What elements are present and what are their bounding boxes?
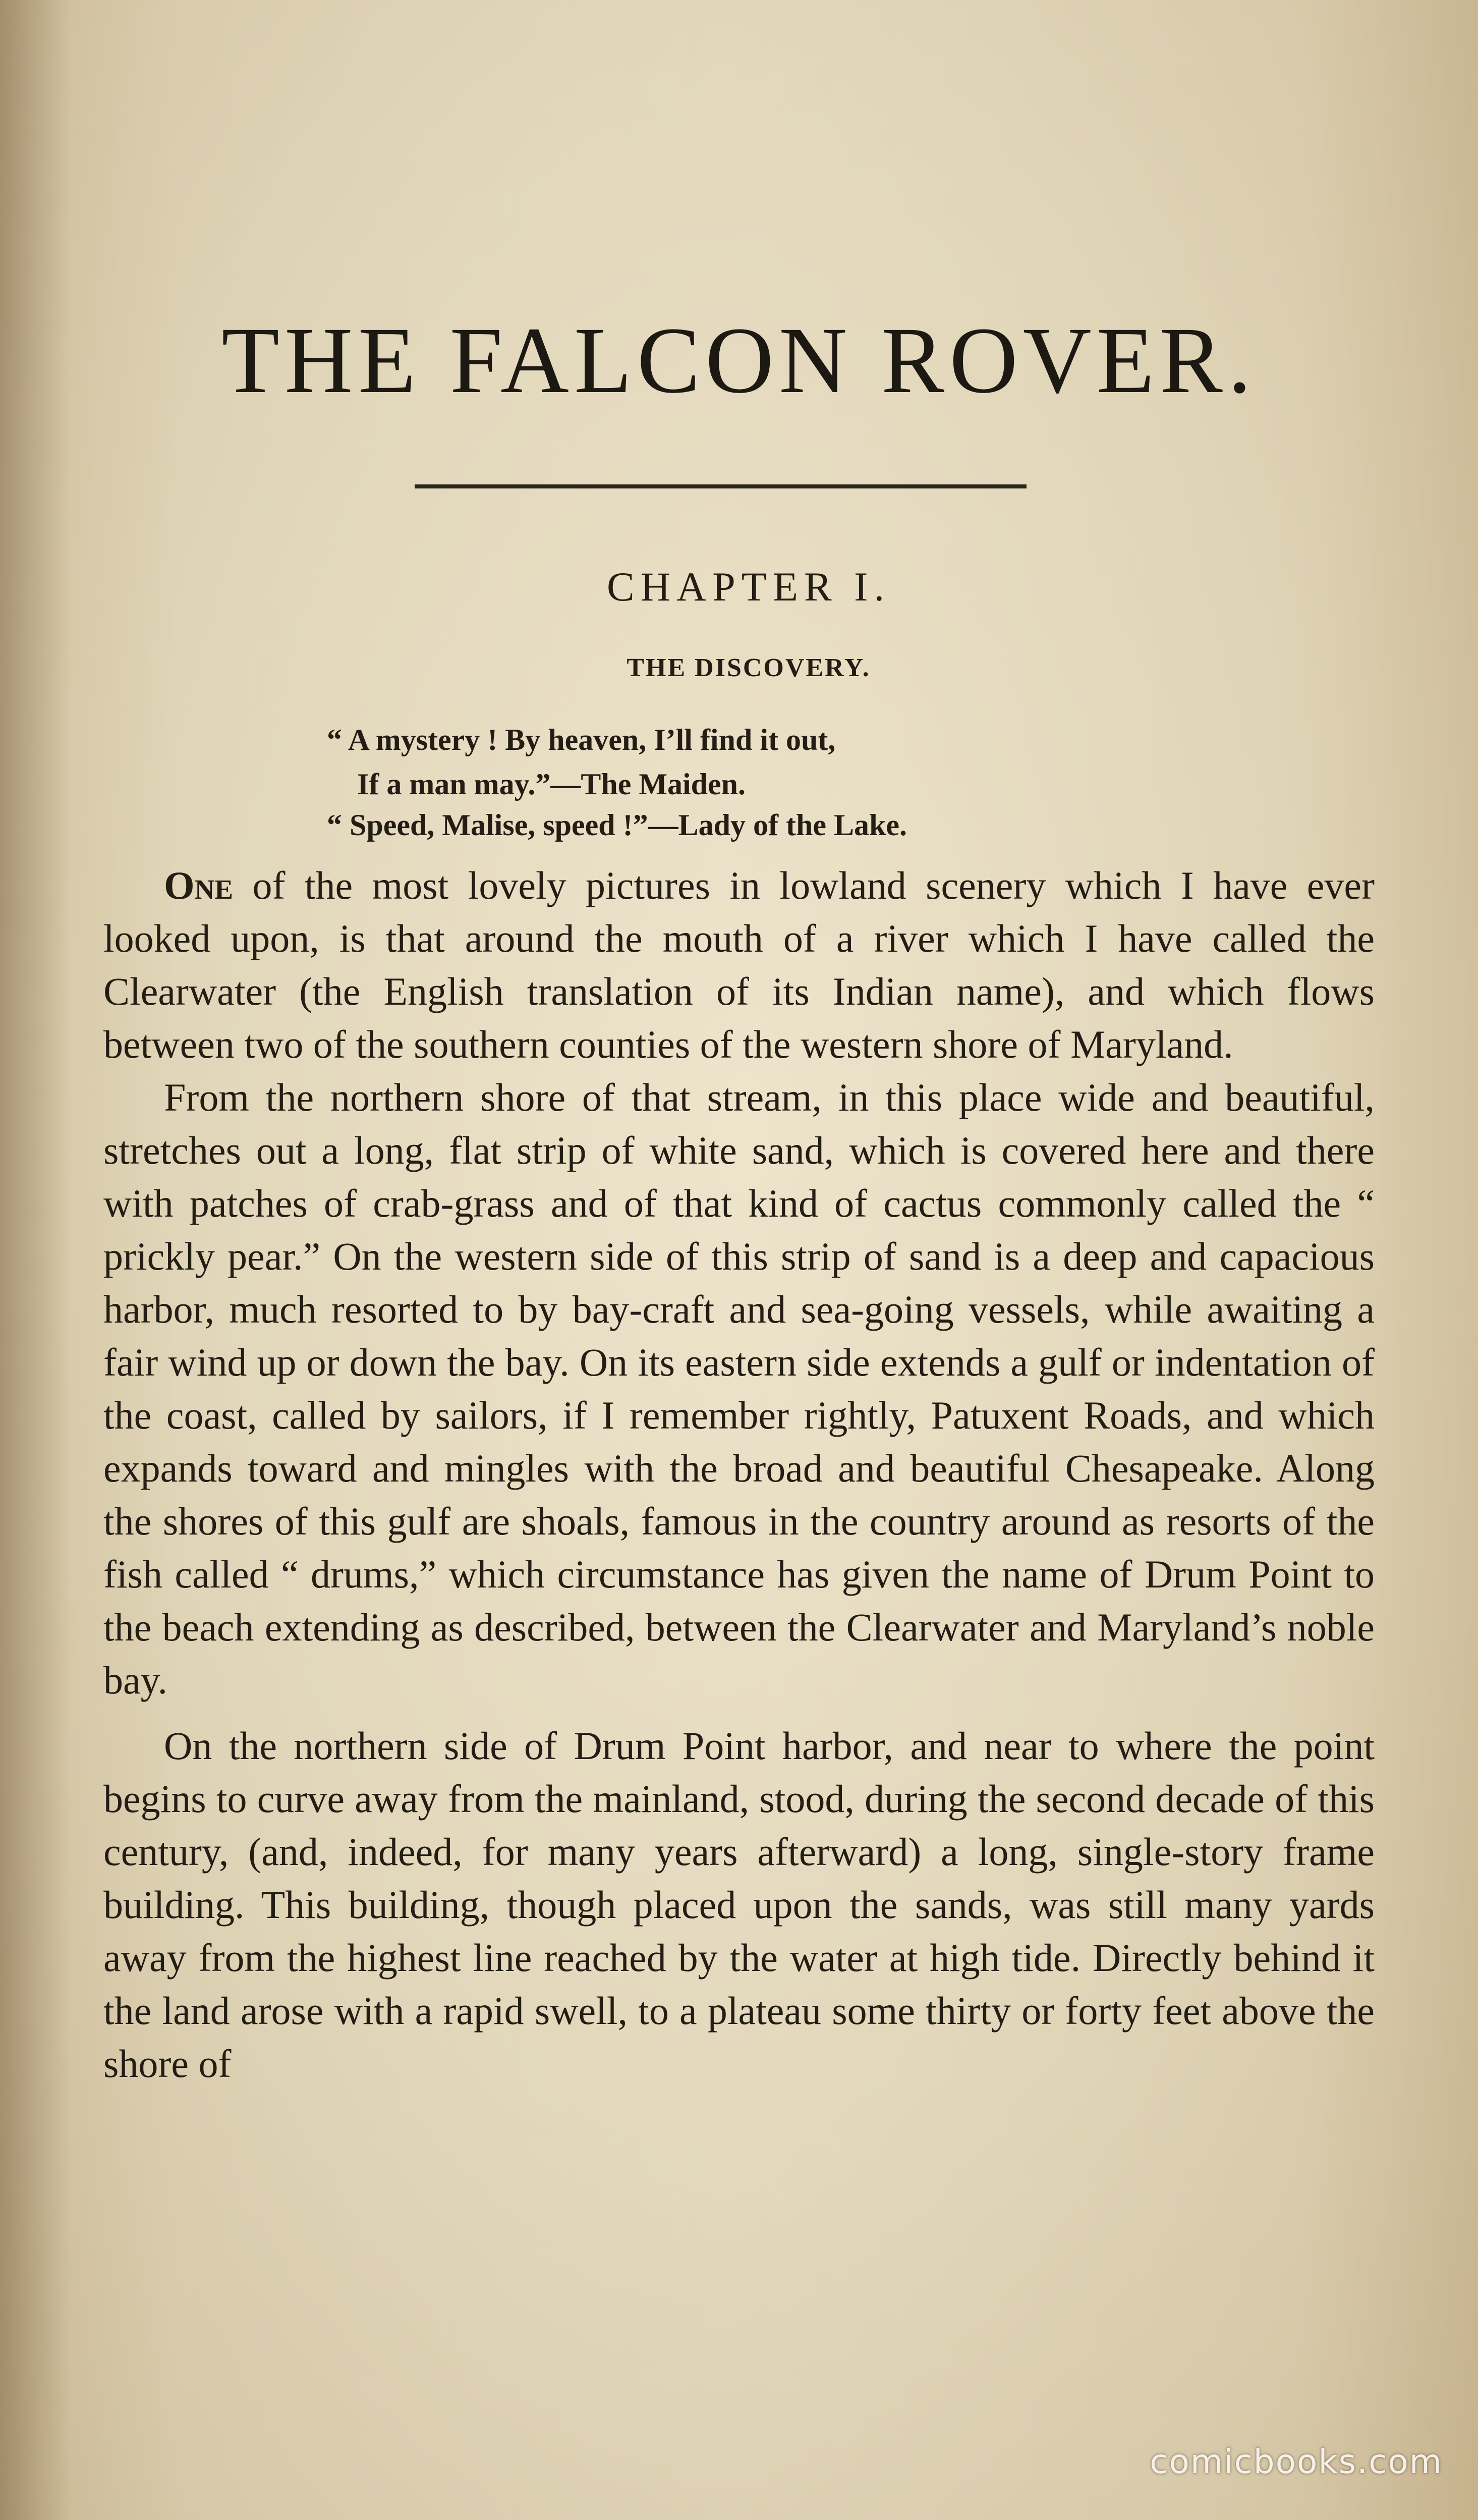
paragraph-3 <box>103 1719 1375 2090</box>
epigraph-line-1: “ A mystery ! By heaven, I’ll find it out, <box>327 723 836 756</box>
chapter-number: CHAPTER I. <box>607 564 890 610</box>
epigraph-line-2: If a man may.”—The Maiden. <box>357 768 746 801</box>
book-title: THE FALCON ROVER. <box>221 307 1257 413</box>
paragraph-text: of the most lovely pictures in lowland scenery which I have ever looked upon, is that around the mouth of a river which I have called the Clearwater (the English translation of its Indian name), and which flows between two of the southern counties of the western shore of Maryland. <box>103 863 1375 1066</box>
drop-word: One <box>164 863 234 907</box>
site-watermark: comicbooks.com <box>1150 2442 1443 2481</box>
chapter-body <box>103 859 1375 2090</box>
paragraph-2 <box>103 1071 1375 1707</box>
paragraph-text: From the northern shore of that stream, in this place wide and beautiful, stretches out a long, flat strip of white sand, which is covered here and there with patches of crab-grass and of that kind of cactus commonly called the “ prickly pear.” On the western side of this strip of sand is a deep and capacious harbor, much resorted to by bay-craft and sea-going vessels, while awaiting a fair wind up or down the bay. On its eastern side extends a gulf or indentation of the coast, called by sailors, if I remember rightly, Patuxent Roads, and which expands toward and mingles with the broad and beautiful Chesapeake. Along the shores of this gulf are shoals, famous in the country around as resorts of the fish called “ drums,” which circumstance has given the name of Drum Point to the beach extending as described, between the Clearwater and Maryland’s noble bay. <box>103 1075 1375 1702</box>
paragraph-1 <box>103 859 1375 1071</box>
epigraph-line-3: “ Speed, Malise, speed !”—Lady of the Lake. <box>327 808 907 842</box>
title-rule <box>415 484 1027 488</box>
chapter-title: THE DISCOVERY. <box>627 653 871 682</box>
paragraph-spacer <box>103 1707 1375 1719</box>
paragraph-text: On the northern side of Drum Point harbor, and near to where the point begins to curve away from the mainland, stood, during the second decade of this century, (and, indeed, for many years afterward) a long, single-story frame building. This building, though placed upon the sands, was still many yards away from the highest line reached by the water at high tide. Directly behind it the land arose with a rapid swell, to a plateau some thirty or forty feet above the shore of <box>103 1724 1375 2086</box>
